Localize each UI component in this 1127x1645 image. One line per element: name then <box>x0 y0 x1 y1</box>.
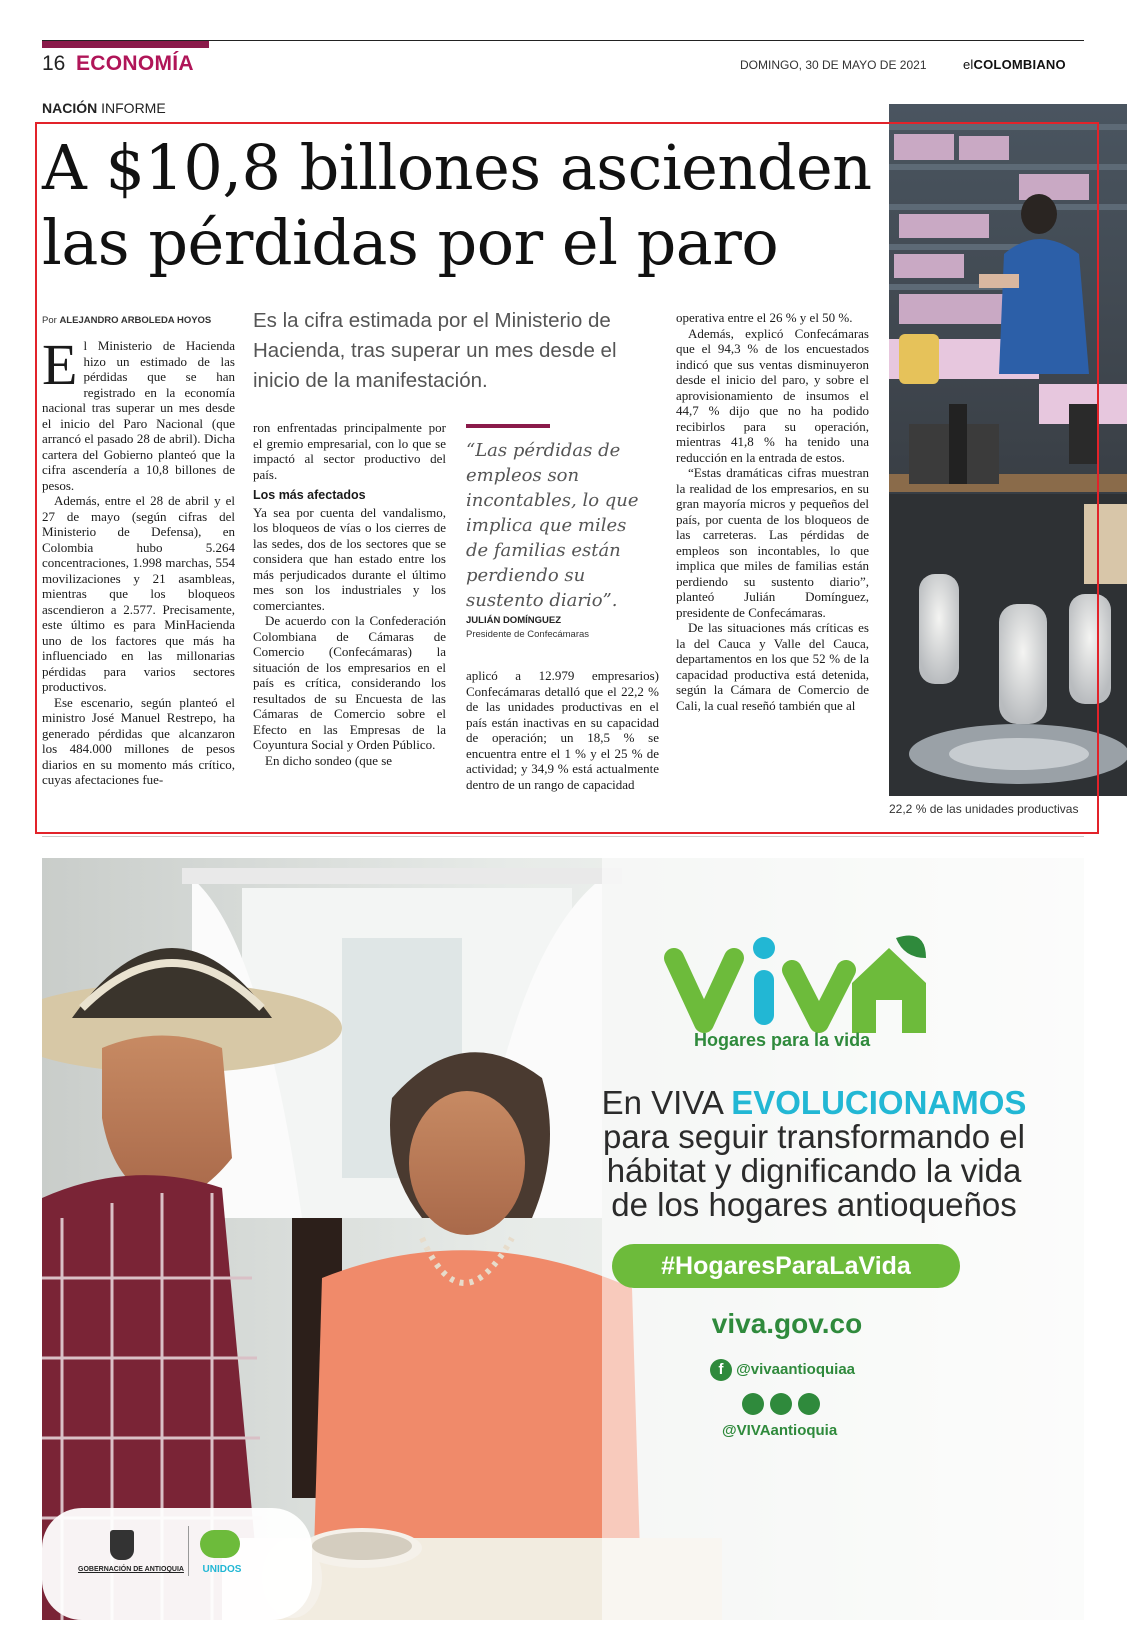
kicker-strong: NACIÓN <box>42 100 98 116</box>
coat-of-arms-icon <box>110 1530 134 1560</box>
ad-body-line: hábitat y dignificando la vida <box>606 1152 1022 1189</box>
newspaper-brand <box>963 57 1066 72</box>
paragraph: En dicho sondeo (que se <box>265 752 393 768</box>
paragraph: De acuerdo con la Confederación Colombiana de Cámaras de Comercio (Confecámaras) la situación de los empresarios en el país es crítica, considerando los resultados de su Encuesta de las Cámaras de Comercio sobre el Efecto en las Empresas de la Coyuntura Social y Orden Público. <box>253 613 446 752</box>
section-accent-bar <box>42 41 209 48</box>
ad-website-link[interactable]: viva.gov.co <box>711 1308 863 1339</box>
ad-headline-prefix: En VIVA <box>601 1084 732 1121</box>
youtube-icon[interactable] <box>798 1393 820 1415</box>
highlight-frame <box>35 122 1099 834</box>
paragraph: operativa entre el 26 % y el 50 %. <box>676 310 853 325</box>
paragraph-text: l Ministerio de Hacienda hizo un estimado de las pérdidas que se han registrado en la economía nacional tras superar un mes desde el inicio del Paro Nacional (que arrancó el pasado 28 de abril). Dicha cartera del Gobierno planteó que la cifra ascendería a 10,8 billones de pesos. <box>42 338 235 493</box>
paragraph: ron enfrentadas principalmente por el gremio empresarial, con lo que se impactó al sector productivo del país. <box>253 420 446 482</box>
paragraph: Además, entre el 28 de abril y el 27 de mayo (según cifras del Ministerio de Defensa), en Colombia hubo 5.264 concentraciones, 1.998 marchas, 554 movilizaciones y 21 asambleas, mientras que los bloqueos ascendieron a 2.577. Precisamente, este último es para MinHacienda uno de los factores que más ha influenciado en las millonarias pérdidas para varios sectores productivos. <box>42 493 235 694</box>
unidos-logo <box>192 1530 252 1590</box>
paragraph: aplicó a 12.979 empresarios) Confecámaras detalló que el 22,2 % de las unidades productivas en el país están inactivas en su capacidad de operación; un 18,5 % se encuentra entre el 1 % y el 25 % de actividad; y 34,9 % está actualmente dentro de un rango de capacidad <box>466 668 659 792</box>
ad-headline <box>564 1086 1064 1222</box>
article-deck: Es la cifra estimada por el Ministerio de Hacienda, tras superar un mes desde el inicio de la manifestación. <box>253 309 617 392</box>
twitter-icon[interactable] <box>770 1393 792 1415</box>
ad-body-line: para seguir transformando el <box>603 1118 1025 1155</box>
unidos-label: UNIDOS <box>202 1564 242 1575</box>
ad-headline-line <box>564 1086 1064 1120</box>
section-divider <box>42 836 1084 837</box>
paragraph: Además, explicó Confecámaras que el 94,3 % de los encuestados indicó que sus ventas disminuyeron desde el inicio del paro, y sobre el aprovisionamiento de insumos el 44,7 % dijo que no ha podido recibirlos para su operación, mientras 41,8 % ha tenido una reducción en la entrada de estos. <box>676 325 869 465</box>
hashtag-badge[interactable]: #HogaresParaLaVida <box>612 1244 960 1288</box>
facebook-handle[interactable] <box>710 1358 855 1382</box>
social-icons <box>742 1393 822 1417</box>
paragraph: Ya sea por cuenta del vandalismo, los bloqueos de vías o los cierres de las sedes, dos de los sectores que se considera que han estado entre los más perjudicados durante el último mes son los industriales y los comerciantes. <box>253 504 446 613</box>
pullquote-role: Presidente de Confecámaras <box>466 629 590 640</box>
ad-headline-highlight: EVOLUCIONAMOS <box>731 1084 1027 1121</box>
instagram-icon[interactable] <box>742 1393 764 1415</box>
viva-advertisement[interactable] <box>42 858 1084 1620</box>
paragraph: Ese escenario, según planteó el ministro José Manuel Restrepo, ha generado pérdidas que alcanzaron los 484.000 millones de pesos diarios en su momento más crítico, cuyas afectaciones fue- <box>42 694 235 787</box>
headline-line-1: A $10,8 billones ascienden <box>42 131 872 204</box>
kicker-rest: INFORME <box>97 100 166 116</box>
paragraph: De las situaciones más críticas es la del Cauca y Valle del Cauca, departamentos en los que 52 % de la capacidad productiva está detenida, según la Cámara de Comercio de Cali, la cual reseñó también que al <box>676 620 869 713</box>
facebook-icon: f <box>710 1359 732 1381</box>
gobernacion-logo <box>66 1530 196 1590</box>
kicker <box>42 100 166 116</box>
byline-prefix: Por <box>42 315 60 326</box>
section-title: ECONOMÍA <box>76 52 194 75</box>
unidos-heart-icon <box>200 1530 240 1558</box>
byline-author: ALEJANDRO ARBOLEDA HOYOS <box>59 315 212 326</box>
headline-line-2: las pérdidas por el paro <box>42 206 779 279</box>
brand-name: COLOMBIANO <box>973 57 1066 72</box>
pullquote: “Las pérdidas de empleos son incontables, lo que implica que miles de familias están perdiendo su sustento diario”. <box>466 440 639 611</box>
drop-cap: E <box>42 332 78 397</box>
page-number: 16 <box>42 52 66 75</box>
subhead: Los más afectados <box>253 488 366 502</box>
ad-body-line: de los hogares antioqueños <box>611 1186 1017 1223</box>
brand-prefix: el <box>963 57 974 72</box>
photo-caption: 22,2 % de las unidades productivas <box>889 802 1079 816</box>
viva-tagline: Hogares para la vida <box>694 1030 871 1050</box>
facebook-handle-text: @vivaantioquiaa <box>736 1361 855 1378</box>
logo-separator <box>188 1526 189 1576</box>
paragraph: “Estas dramáticas cifras muestran la realidad de los empresarios, en su gran mayoría micros y pequeños del país, por cuenta de los bloqueos de las carreteras. Las pérdidas de empleos son incontables, lo que implica que miles de familias están perdiendo su sustento diario”, planteó Julián Domínguez, presidente de Confecámaras. <box>676 465 869 620</box>
gobernacion-label: GOBERNACIÓN DE ANTIOQUIA <box>78 1566 184 1573</box>
issue-date: DOMINGO, 30 DE MAYO DE 2021 <box>740 58 927 72</box>
social-handle[interactable]: @VIVAantioquia <box>722 1422 838 1439</box>
pullquote-author: JULIÁN DOMÍNGUEZ <box>466 615 561 626</box>
